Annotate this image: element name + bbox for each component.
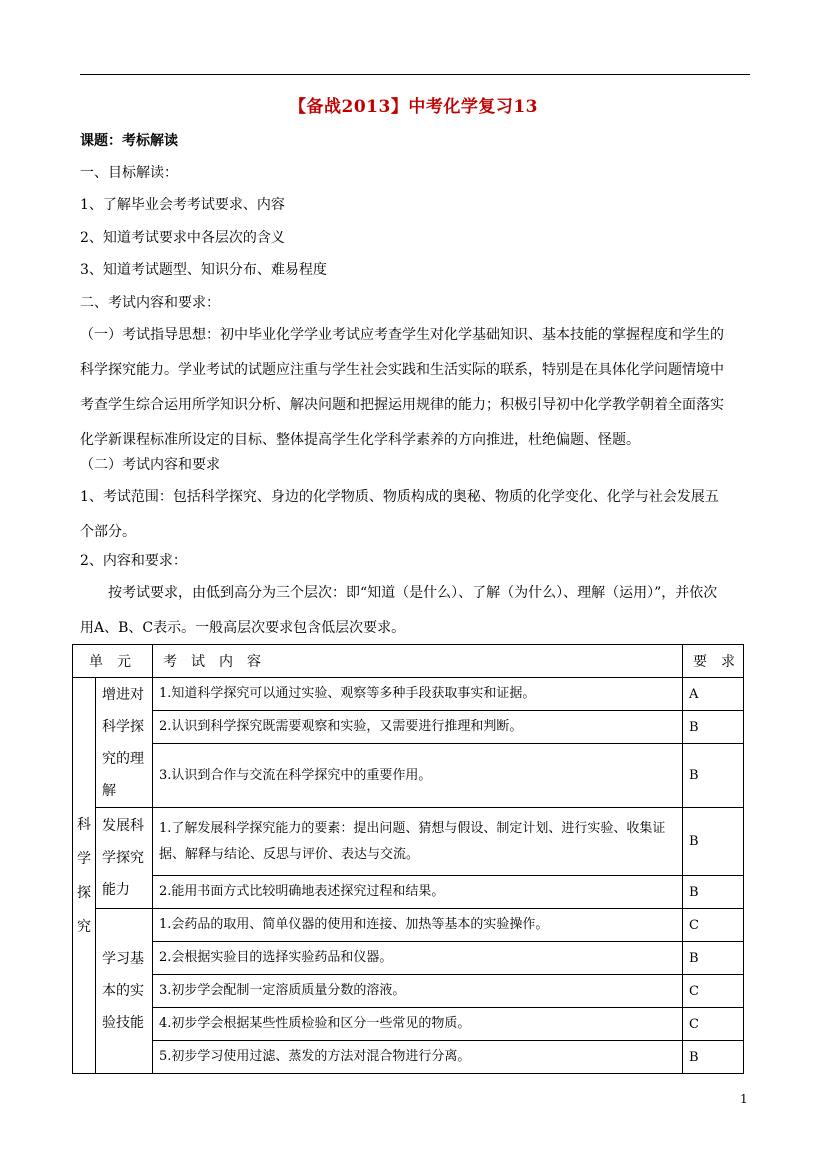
content-cell: 1.了解发展科学探究能力的要素：提出问题、猜想与假设、制定计划、进行实验、收集证据、解释与结论、反思与评价、表达与交流。 [153, 808, 683, 876]
requirement-cell: B [683, 808, 744, 876]
group-cell [96, 909, 153, 1074]
group-label: 增进对科学探究的理解 [102, 686, 144, 799]
requirement-cell: B [683, 942, 744, 975]
section2-heading: 二、考试内容和要求： [80, 295, 220, 311]
requirement-cell: B [683, 1041, 744, 1074]
content-heading: 2、内容和要求： [80, 553, 187, 569]
content-cell: 3.初步学会配制一定溶质质量分数的溶液。 [153, 975, 683, 1008]
page-title: 【备战2013】中考化学复习13 [289, 97, 538, 117]
goal-item: 3、知道考试题型、知识分布、难易程度 [80, 262, 327, 278]
table-row [73, 1041, 744, 1074]
header-unit: 单 元 [73, 645, 153, 678]
content-cell: 1.会药品的取用、简单仪器的使用和连接、加热等基本的实验操作。 [153, 909, 683, 942]
table-row [73, 876, 744, 909]
scope-line: 个部分。 [80, 524, 136, 540]
requirement-cell: B [683, 876, 744, 909]
content-cell: 2.能用书面方式比较明确地表述探究过程和结果。 [153, 876, 683, 909]
goal-item: 2、知道考试要求中各层次的含义 [80, 230, 285, 246]
content-cell: 2.会根据实验目的选择实验药品和仪器。 [153, 942, 683, 975]
table-row [73, 678, 744, 711]
requirements-table [72, 644, 744, 1074]
group-cell [96, 678, 153, 808]
table-header-row [73, 645, 744, 678]
requirement-cell: C [683, 1008, 744, 1041]
sub-heading: （二）考试内容和要求 [80, 457, 220, 473]
requirement-cell: B [683, 711, 744, 744]
requirement-cell: B [683, 744, 744, 808]
header-rule [80, 74, 750, 75]
levels-line: 用A、B、C表示。一般高层次要求包含低层次要求。 [80, 620, 406, 636]
scope-paragraph [80, 480, 752, 550]
guide-line: （一）考试指导思想：初中毕业化学学业考试应考查学生对化学基础知识、基本技能的掌握程度和学生的 [80, 327, 724, 343]
unit-cell [73, 678, 96, 1074]
group-cell [96, 808, 153, 909]
lesson-title: 课题：考标解读 [80, 133, 178, 149]
guide-line: 化学新课程标准所设定的目标、整体提高学生化学科学素养的方向推进，杜绝偏题、怪题。 [80, 432, 640, 448]
scope-line: 1、考试范围：包括科学探究、身边的化学物质、物质构成的奥秘、物质的化学变化、化学与社会发展五 [80, 489, 719, 505]
header-requirement: 要 求 [683, 645, 744, 678]
table-row [73, 1008, 744, 1041]
levels-paragraph [80, 576, 752, 646]
group-label: 发展科学探究能力 [102, 818, 144, 898]
content-cell: 5.初步学习使用过滤、蒸发的方法对混合物进行分离。 [153, 1041, 683, 1074]
content-cell: 3.认识到合作与交流在科学探究中的重要作用。 [153, 744, 683, 808]
unit-label: 科学探究 [77, 816, 91, 935]
page-number: 1 [740, 1092, 748, 1106]
header-content: 考 试 内 容 [153, 645, 683, 678]
levels-line: 按考试要求，由低到高分为三个层次：即“知道（是什么）、了解（为什么）、理解（运用）”，并依次 [108, 585, 718, 601]
goal-item: 1、了解毕业会考考试要求、内容 [80, 197, 285, 213]
content-cell: 4.初步学会根据某些性质检验和区分一些常见的物质。 [153, 1008, 683, 1041]
table-row [73, 744, 744, 808]
requirement-cell: C [683, 975, 744, 1008]
table-row [73, 711, 744, 744]
group-label: 学习基本的实验技能 [102, 951, 144, 1031]
table-row [73, 909, 744, 942]
section1-heading: 一、目标解读： [80, 165, 178, 181]
guide-line: 科学探究能力。学业考试的试题应注重与学生社会实践和生活实际的联系，特别是在具体化学问题情境中 [80, 362, 724, 378]
requirement-cell: C [683, 909, 744, 942]
requirement-cell: A [683, 678, 744, 711]
guide-paragraph [80, 318, 752, 458]
content-cell: 1.知道科学探究可以通过实验、观察等多种手段获取事实和证据。 [153, 678, 683, 711]
table-row [73, 942, 744, 975]
table-row [73, 975, 744, 1008]
content-cell: 2.认识到科学探究既需要观察和实验，又需要进行推理和判断。 [153, 711, 683, 744]
guide-line: 考查学生综合运用所学知识分析、解决问题和把握运用规律的能力；积极引导初中化学教学朝着全面落实 [80, 397, 724, 413]
table-row [73, 808, 744, 876]
